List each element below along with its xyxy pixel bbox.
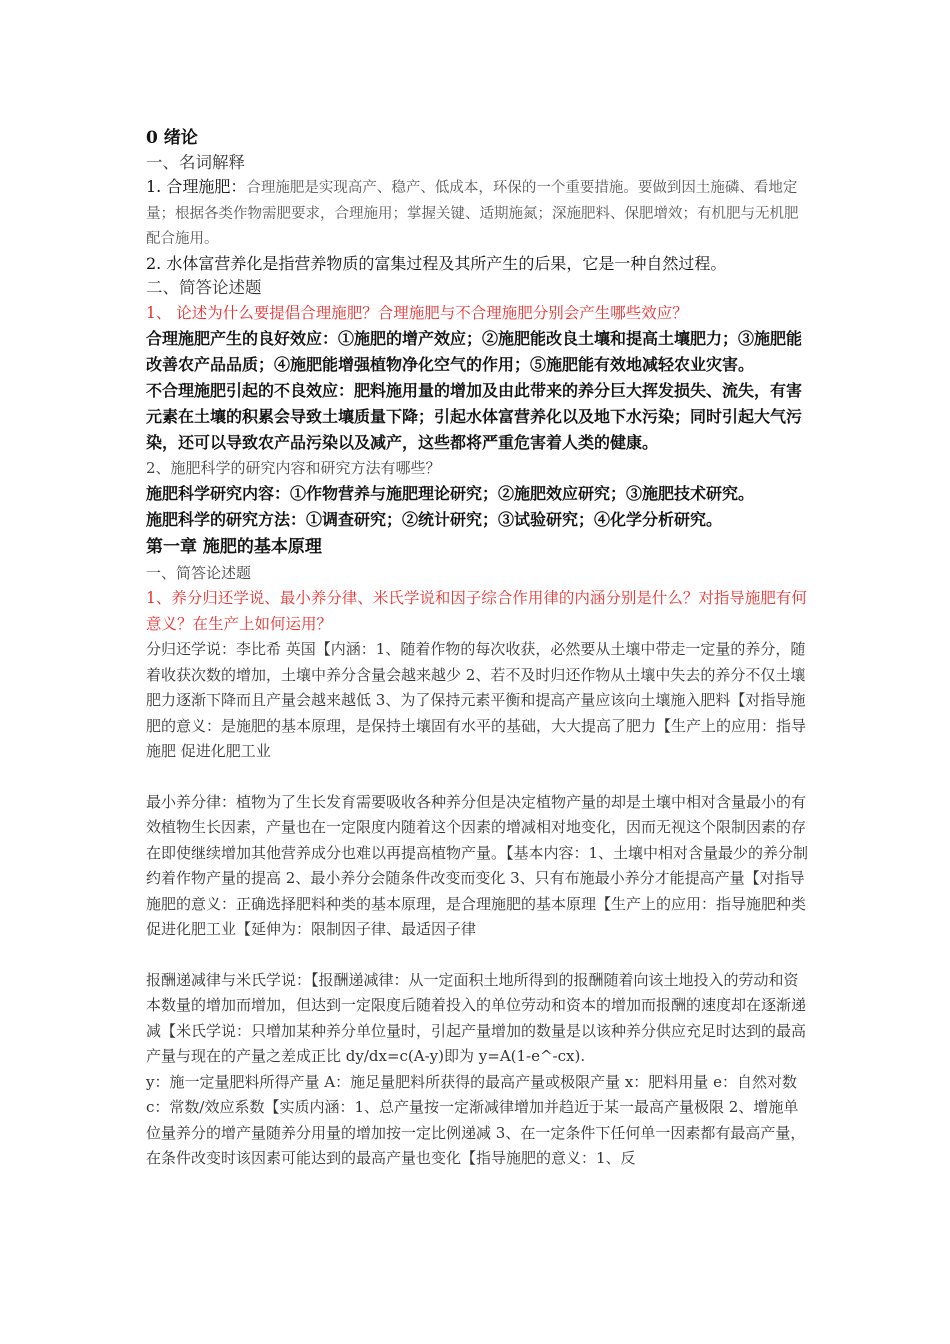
chapter-1-question-1: 1、养分归还学说、最小养分律、米氏学说和因子综合作用律的内涵分别是什么？对指导施肥有何意义？在生产上如何运用？ bbox=[146, 589, 807, 633]
paragraph-return-theory: 分归还学说：李比希 英国【内涵：1、随着作物的每次收获，必然要从土壤中带走一定量的养分，随着收获次数的增加，土壤中养分含量会越来越少 2、若不及时归还作物从土壤中失去的养分不仅土壤肥力逐渐下降而且产量会越来越低 3、为了保持元素平衡和提高产量应该向土壤施入肥料【对指导施肥的意义：是施肥的基本原理，是保持土壤固有水平的基础，大大提高了肥力【生产上的应用：指导施肥 促进化肥工业 bbox=[146, 640, 807, 760]
question-2: 2、施肥科学的研究内容和研究方法有哪些？ bbox=[146, 459, 441, 477]
document-body bbox=[146, 125, 810, 1172]
answer-2-method: 施肥科学的研究方法：①调查研究；②统计研究；③试验研究；④化学分析研究。 bbox=[146, 509, 723, 529]
term-1-definition: 合理施肥是实现高产、稳产、低成本，环保的一个重要措施。要做到因土施磷、看地定量；根据各类作物需肥要求，合理施用；掌握关键、适期施氮；深施肥料、保肥增效；有机肥与无机肥配合施用。 bbox=[146, 180, 799, 247]
question-1: 1、 论述为什么要提倡合理施肥？合理施肥与不合理施肥分别会产生哪些效应？ bbox=[146, 304, 688, 322]
paragraph-mitscherlich: 报酬递减律与米氏学说：【报酬递减律：从一定面积土地所得到的报酬随着向该土地投入的劳动和资本数量的增加而增加，但达到一定限度后随着投入的单位劳动和资本的增加而报酬的速度却在逐渐递减【米氏学说：只增加某种养分单位量时，引起产量增加的数量是以该种养分供应充足时达到的最高产量与现在的产量之差成正比 dy/dx=c(A-y)即为 y=A(1-e^-cx). bbox=[146, 970, 807, 1065]
answer-1-bad-effects: 不合理施肥引起的不良效应：肥料施用量的增加及由此带来的养分巨大挥发损失、流失，有害元素在土壤的积累会导致土壤质量下降；引起水体富营养化以及地下水污染；同时引起大气污染，还可以导致农产品污染以及减产，这些都将严重危害着人类的健康。 bbox=[146, 381, 803, 452]
paragraph-minimum-law: 最小养分律：植物为了生长发育需要吸收各种养分但是决定植物产量的却是土壤中相对含量最小的有效植物生长因素，产量也在一定限度内随着这个因素的增减相对地变化，因而无视这个限制因素的存在即使继续增加其他营养成分也难以再提高植物产量。【基本内容：1、土壤中相对含量最少的养分制约着作物产量的提高 2、最小养分会随条件改变而变化 3、只有布施最小养分才能提高产量【对指导施肥的意义：正确选择肥料种类的基本原理，是合理施肥的基本原理【生产上的应用：指导施肥种类 促进化肥工业【延伸为：限制因子律、最适因子律 bbox=[146, 792, 809, 938]
term-2-paragraph: 2. 水体富营养化是指营养物质的富集过程及其所产生的后果，它是一种自然过程。 bbox=[146, 253, 727, 273]
answer-1-good-effects: 合理施肥产生的良好效应：①施肥的增产效应；②施肥能改良土壤和提高土壤肥力；③施肥能改善农产品品质；④施肥能增强植物净化空气的作用；⑤施肥能有效地减轻农业灾害。 bbox=[146, 329, 803, 374]
intro-title: 0 绪论 bbox=[146, 128, 198, 148]
spacer bbox=[146, 943, 810, 968]
paragraph-variables: y：施一定量肥料所得产量 A：施足量肥料所获得的最高产量或极限产量 x：肥料用量 e：自然对数 c：常数/效应系数【实质内涵：1、总产量按一定渐减律增加并趋近于某一最高产量极限 2、增施单位量养分的增产量随养分用量的增加按一定比例递减 3、在一定条件下任何单一因素都有最高产量，在条件改变时该因素可能达到的最高产量也变化【指导施肥的意义：1、反 bbox=[146, 1072, 806, 1167]
spacer bbox=[146, 765, 810, 790]
term-1-lead: 1. 合理施肥： bbox=[146, 177, 247, 196]
section-heading-qa: 二、简答论述题 bbox=[146, 278, 262, 297]
section-heading-terms: 一、名词解释 bbox=[146, 153, 245, 172]
term-1-paragraph bbox=[146, 175, 810, 252]
chapter-1-title: 第一章 施肥的基本原理 bbox=[146, 536, 322, 557]
chapter-1-section-heading: 一、简答论述题 bbox=[146, 563, 252, 582]
answer-2-content: 施肥科学研究内容：①作物营养与施肥理论研究；②施肥效应研究；③施肥技术研究。 bbox=[146, 483, 755, 503]
